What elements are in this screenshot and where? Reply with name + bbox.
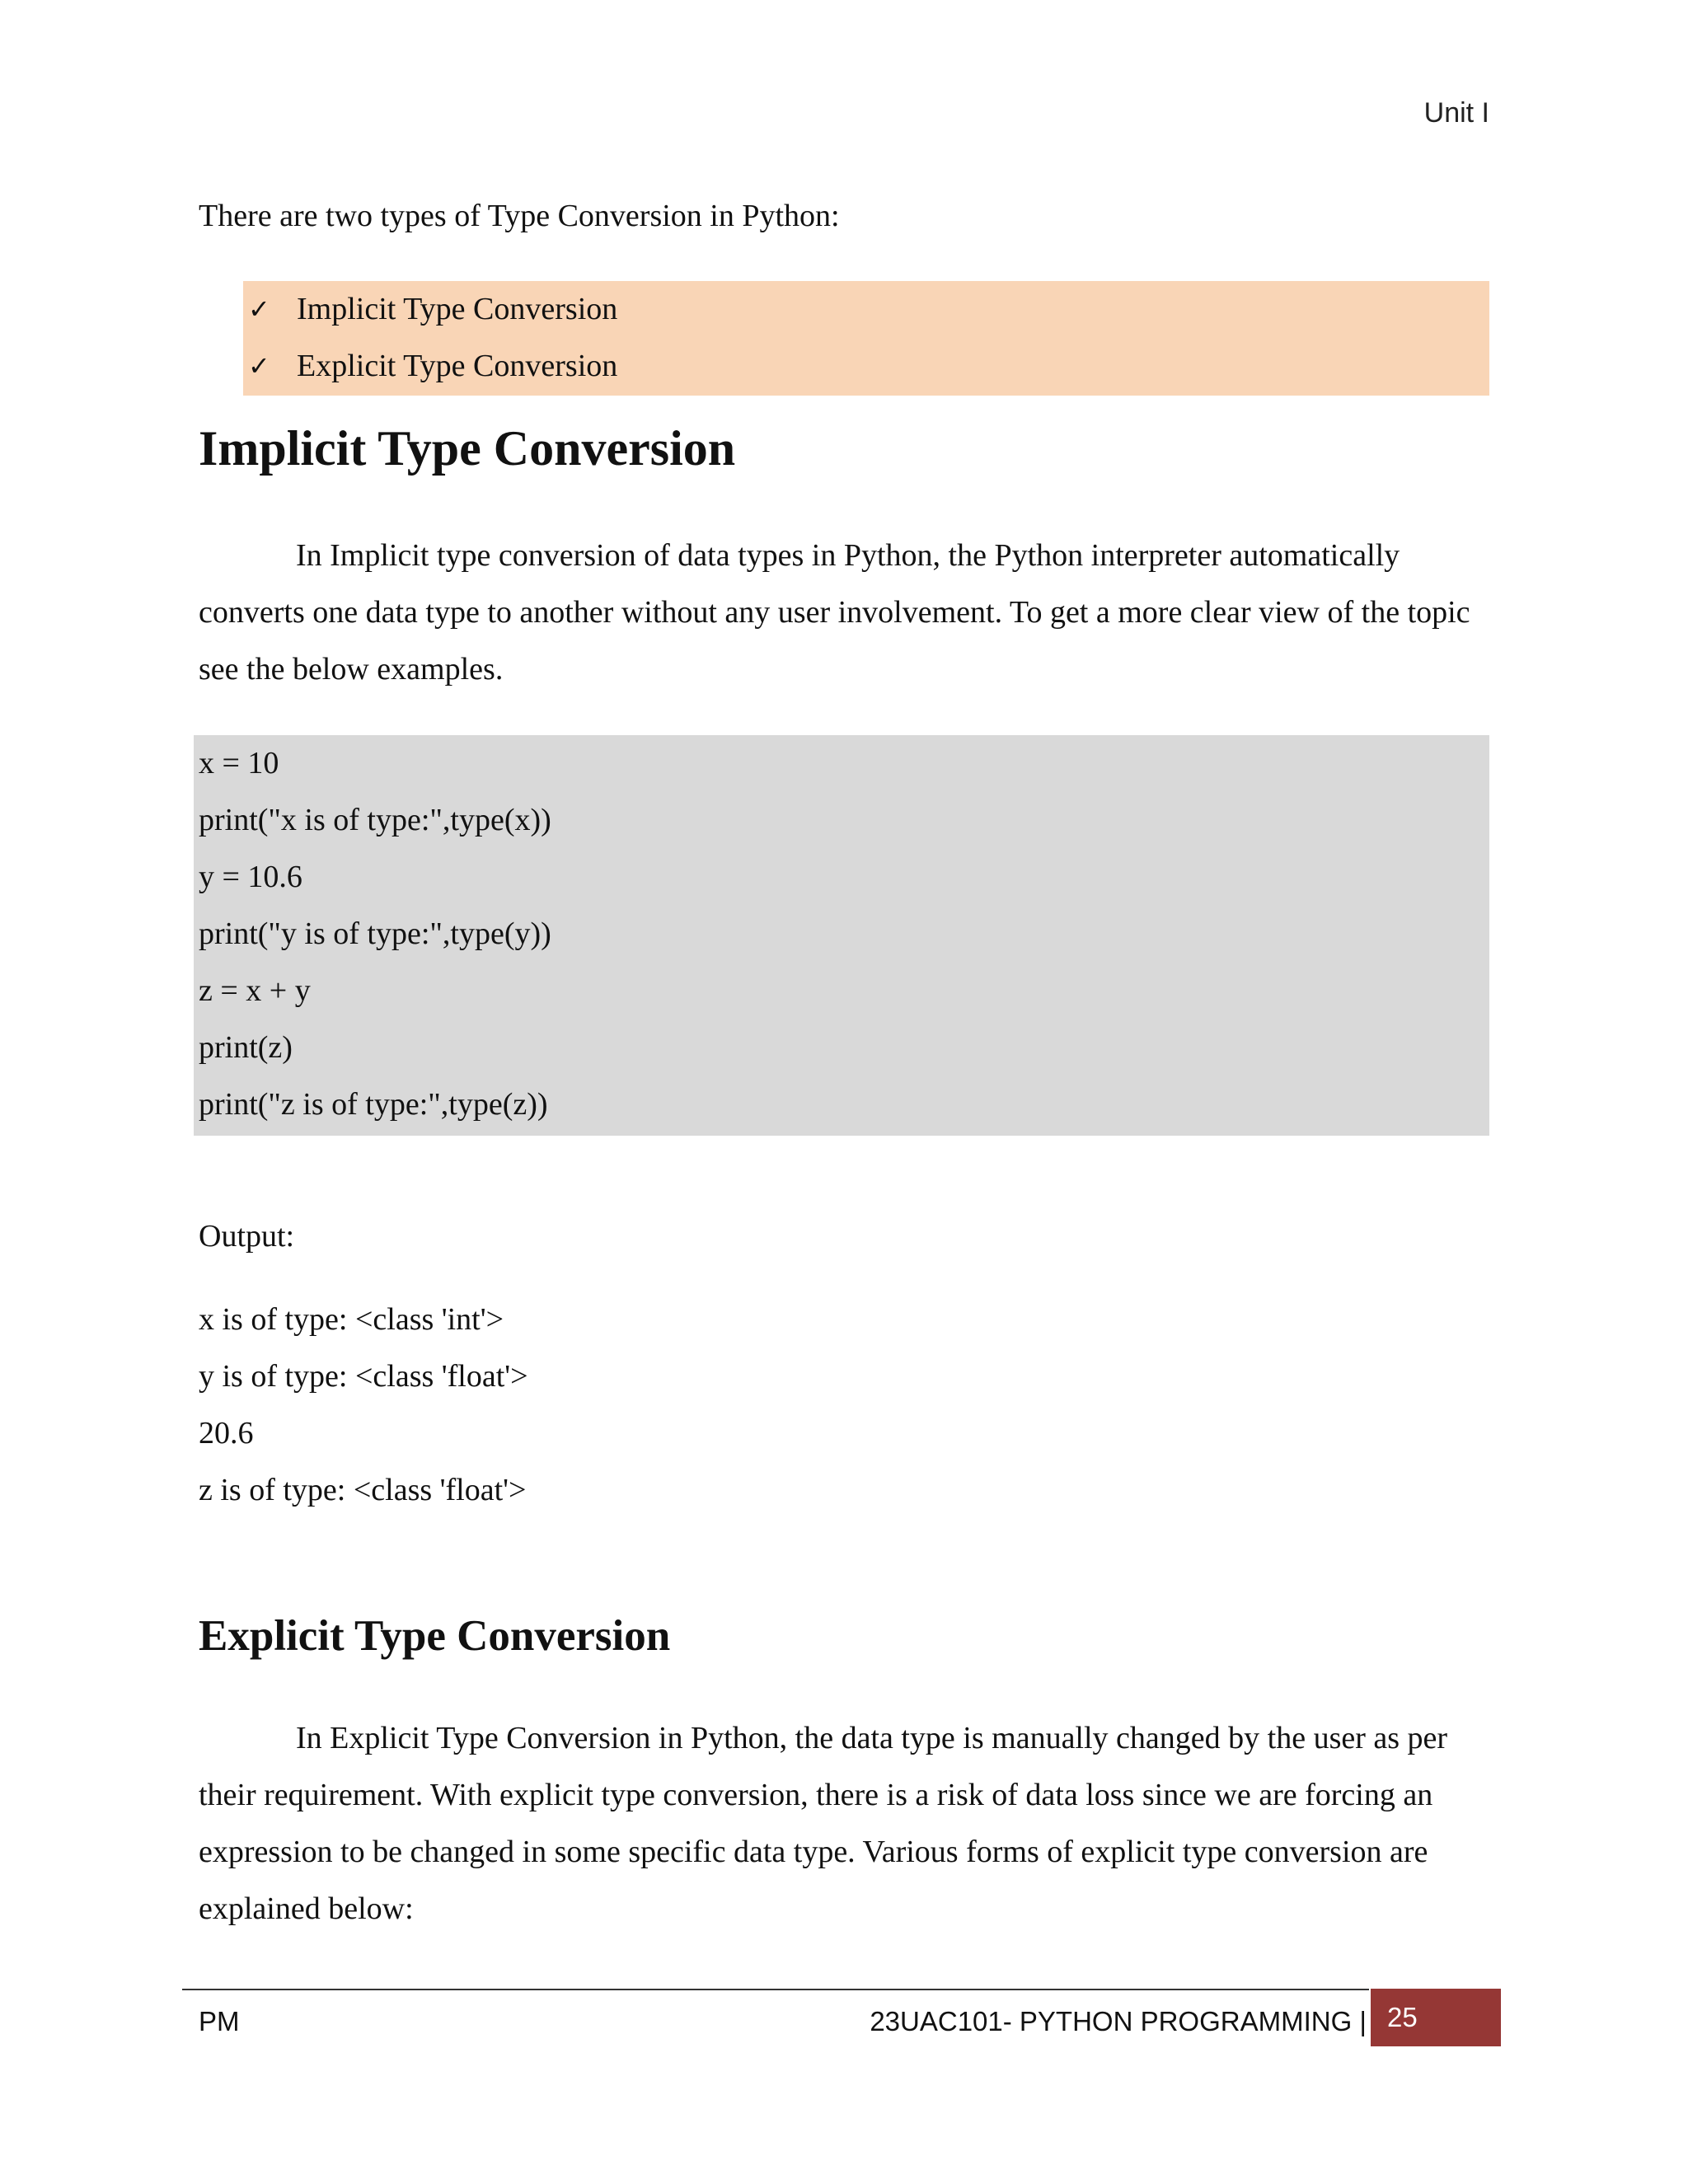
- output-line: y is of type: <class 'float'>: [199, 1359, 528, 1394]
- page-number: 25: [1387, 2002, 1418, 2032]
- checkmark-icon: ✓: [248, 350, 270, 382]
- output-line: z is of type: <class 'float'>: [199, 1473, 527, 1507]
- output-line: 20.6: [199, 1416, 254, 1451]
- code-line: print(z): [199, 1030, 293, 1065]
- explicit-paragraph-text: In Explicit Type Conversion in Python, the data type is manually changed by the user as per their requirement. With explicit type conversion, there is a risk of data loss since we are forcing an expression to be changed in some specific data type. Various forms of explicit type conversion are explained below:: [199, 1721, 1448, 1926]
- page-number-box: [1371, 1989, 1501, 2046]
- code-block: [194, 735, 1489, 1136]
- intro-text: There are two types of Type Conversion in Python:: [199, 199, 840, 233]
- code-line: z = x + y: [199, 973, 311, 1008]
- list-item-label: Explicit Type Conversion: [297, 349, 618, 383]
- code-line: y = 10.6: [199, 860, 302, 894]
- list-item: [243, 338, 1489, 395]
- page-header-unit: Unit I: [1423, 97, 1489, 129]
- list-item: [243, 281, 1489, 338]
- code-line: print("z is of type:",type(z)): [199, 1087, 548, 1122]
- code-line: print("x is of type:",type(x)): [199, 803, 551, 837]
- explicit-heading: Explicit Type Conversion: [199, 1612, 671, 1660]
- code-line: x = 10: [199, 746, 279, 780]
- implicit-paragraph-text: In Implicit type conversion of data types in Python, the Python interpreter automatically converts one data type to another without any user involvement. To get a more clear view of the topic see the below examples.: [199, 538, 1470, 687]
- implicit-heading: Implicit Type Conversion: [199, 421, 736, 476]
- conversion-types-list: [243, 281, 1489, 396]
- output-line: x is of type: <class 'int'>: [199, 1302, 504, 1337]
- explicit-paragraph: [199, 1710, 1489, 1938]
- list-item-label: Implicit Type Conversion: [297, 292, 618, 326]
- footer-author: PM: [199, 2006, 240, 2036]
- implicit-paragraph: [199, 527, 1489, 698]
- footer-course: 23UAC101- PYTHON PROGRAMMING |: [870, 2006, 1367, 2036]
- output-label: Output:: [199, 1219, 295, 1254]
- checkmark-icon: ✓: [248, 293, 270, 325]
- footer-rule: [182, 1989, 1369, 1990]
- code-line: print("y is of type:",type(y)): [199, 916, 551, 951]
